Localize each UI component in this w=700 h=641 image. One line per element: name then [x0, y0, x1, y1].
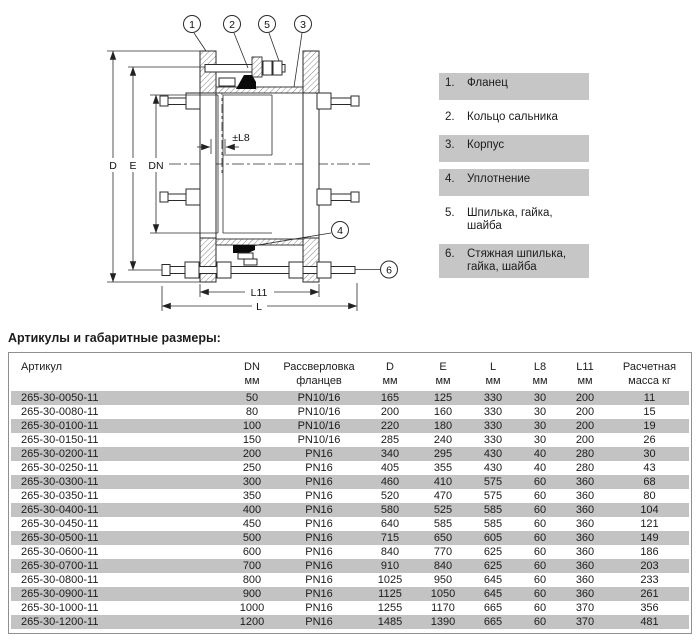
header-cell: мм — [485, 375, 501, 387]
studs — [160, 93, 359, 205]
table-cell: 575 — [483, 476, 503, 488]
table-cell: 60 — [533, 574, 547, 586]
table-title: Артикулы и габаритные размеры: — [8, 331, 221, 345]
table-cell: 30 — [533, 434, 547, 446]
header-cell: L11 — [576, 360, 594, 373]
article-cell: 265-30-0250-11 — [21, 462, 99, 474]
header-row — [11, 374, 689, 391]
legend-item-4 — [439, 169, 589, 196]
table-cell: 40 — [533, 462, 547, 474]
article-cell: 265-30-0700-11 — [21, 560, 99, 572]
article-cell: 265-30-1200-11 — [21, 616, 99, 628]
table-cell: 360 — [575, 518, 595, 530]
table-cell: 19 — [643, 420, 656, 432]
table-row — [11, 503, 689, 517]
table-cell: 30 — [533, 392, 547, 404]
table-cell: 645 — [483, 574, 503, 586]
table-cell: 1000 — [239, 602, 265, 614]
table-cell: 360 — [575, 560, 595, 572]
table-cell: 330 — [483, 392, 503, 404]
table-row — [11, 475, 689, 489]
table-cell: PN10/16 — [297, 420, 341, 432]
legend-item-number: 5. — [445, 207, 455, 219]
table-cell: 150 — [242, 434, 262, 446]
table-row — [11, 531, 689, 545]
table-cell: 360 — [575, 588, 595, 600]
table-cell: 180 — [433, 420, 453, 432]
table-cell: PN16 — [305, 588, 333, 600]
article-cell: 265-30-0500-11 — [21, 532, 99, 544]
table-cell: PN16 — [305, 574, 333, 586]
table-cell: 200 — [575, 420, 595, 432]
table-cell: 11 — [643, 392, 656, 404]
svg-text:5: 5 — [264, 19, 270, 31]
table-cell: 30 — [643, 448, 656, 460]
article-cell: 265-30-0150-11 — [21, 434, 99, 446]
table-cell: 26 — [643, 434, 656, 446]
table-cell: PN10/16 — [297, 434, 341, 446]
table-row — [11, 391, 689, 405]
legend-item-1 — [439, 73, 589, 100]
table-cell: 220 — [380, 420, 400, 432]
table-cell: 360 — [575, 546, 595, 558]
parts-legend — [439, 73, 589, 285]
table-cell: 1125 — [378, 588, 402, 600]
flange-right — [303, 51, 319, 282]
table-cell: 950 — [433, 574, 453, 586]
table-cell: 910 — [380, 560, 400, 572]
header-cell: Рассверловка — [283, 360, 355, 373]
table-cell: 200 — [575, 406, 595, 418]
table-row — [11, 559, 689, 573]
table-cell: 585 — [483, 504, 503, 516]
header-cell — [11, 374, 226, 391]
legend-item-number: 6. — [445, 248, 455, 260]
table-cell: 200 — [575, 434, 595, 446]
header-cell: мм — [435, 375, 451, 387]
header-cell: мм — [532, 375, 548, 387]
table-cell: 60 — [533, 532, 547, 544]
table-row — [11, 601, 689, 615]
dim-label-D: D — [109, 160, 117, 172]
header-cell: L8 — [533, 360, 547, 373]
table-cell: 295 — [433, 448, 453, 460]
table-cell: 60 — [533, 546, 547, 558]
table-cell: 625 — [483, 546, 503, 558]
tie-rod — [162, 262, 355, 278]
table-row — [11, 405, 689, 419]
table-cell: 203 — [640, 560, 659, 572]
legend-item-label: Фланец — [467, 77, 508, 89]
table-cell: 360 — [575, 574, 595, 586]
table-cell: PN16 — [305, 476, 333, 488]
table-cell: PN16 — [305, 560, 333, 572]
table-cell: 665 — [483, 616, 503, 628]
table-cell: 650 — [433, 532, 453, 544]
balloon-5 — [259, 16, 280, 62]
article-cell: 265-30-0450-11 — [21, 518, 99, 530]
legend-item-2 — [439, 107, 589, 128]
header-cell: мм — [382, 375, 398, 387]
table-cell: 330 — [483, 434, 503, 446]
svg-text:6: 6 — [386, 264, 392, 277]
table-cell: 60 — [533, 616, 547, 628]
table-row — [11, 433, 689, 447]
header-cell: мм — [244, 375, 260, 387]
table-cell: 400 — [242, 504, 262, 516]
table-cell: 30 — [533, 406, 547, 418]
legend-item-5 — [439, 203, 589, 237]
table-cell: 60 — [533, 560, 547, 572]
table-cell: 355 — [433, 462, 453, 474]
table-cell: 360 — [575, 490, 595, 502]
table-cell: PN16 — [305, 616, 333, 628]
table-cell: 800 — [242, 574, 262, 586]
svg-text:2: 2 — [229, 19, 235, 31]
article-cell: 265-30-0100-11 — [21, 420, 99, 432]
table-cell: 250 — [242, 462, 262, 474]
table-cell: 525 — [433, 504, 453, 516]
table-cell: 1170 — [431, 602, 455, 614]
table-cell: PN16 — [305, 490, 333, 502]
header-cell: масса кг — [628, 375, 671, 387]
table-cell: 1025 — [377, 574, 403, 586]
gland-stud-top — [205, 57, 285, 89]
table-cell: 470 — [433, 490, 453, 502]
balloon-6 — [355, 261, 398, 278]
legend-item-number: 4. — [445, 173, 455, 185]
flange-left — [200, 51, 216, 282]
table-cell: 30 — [533, 420, 547, 432]
table-cell: 520 — [380, 490, 400, 502]
dim-L11 — [200, 284, 319, 299]
table-cell: 840 — [433, 560, 453, 572]
table-cell: 40 — [533, 448, 547, 460]
table-row — [11, 447, 689, 461]
table-cell: PN16 — [305, 532, 333, 544]
table-cell: 100 — [242, 420, 262, 432]
table-cell: PN16 — [305, 448, 333, 460]
table-cell: 1200 — [239, 616, 265, 628]
table-cell: 121 — [640, 518, 659, 530]
table-cell: 285 — [380, 434, 400, 446]
table-cell: 645 — [483, 588, 503, 600]
table-cell: 350 — [242, 490, 262, 502]
article-cell: 265-30-0050-11 — [21, 392, 99, 404]
header-cell: Артикул — [21, 360, 63, 373]
article-cell: 265-30-0080-11 — [21, 406, 99, 418]
legend-item-label: Стяжная шпилька, гайка, шайба — [467, 248, 567, 273]
table-cell: 1050 — [430, 588, 456, 600]
table-cell: 430 — [483, 462, 503, 474]
table-cell: 340 — [380, 448, 400, 460]
table-row — [11, 461, 689, 475]
table-cell: 640 — [380, 518, 400, 530]
header-cell: фланцев — [296, 375, 342, 387]
table-cell: 580 — [380, 504, 400, 516]
table-cell: 60 — [533, 490, 547, 502]
table-cell: 280 — [575, 462, 595, 474]
table-cell: 80 — [643, 490, 656, 502]
legend-item-number: 3. — [445, 139, 455, 151]
table-cell: 60 — [533, 518, 547, 530]
article-cell: 265-30-1000-11 — [21, 602, 99, 614]
dim-label-L8: ±L8 — [232, 132, 250, 144]
header-cell: L — [489, 360, 497, 373]
header-row — [11, 353, 689, 374]
dimensions-table-wrap — [8, 352, 692, 634]
legend-item-number: 2. — [445, 111, 455, 123]
table-cell: 360 — [575, 532, 595, 544]
table-cell: 160 — [433, 406, 453, 418]
table-cell: 149 — [640, 532, 659, 544]
table-cell: 330 — [483, 420, 503, 432]
table-cell: 60 — [533, 504, 547, 516]
article-cell: 265-30-0200-11 — [21, 448, 99, 460]
svg-text:1: 1 — [189, 19, 195, 31]
table-cell: 200 — [575, 392, 595, 404]
header-cell: E — [439, 360, 447, 373]
table-row — [11, 573, 689, 587]
legend-item-label: Корпус — [467, 139, 505, 151]
table-cell: 60 — [533, 476, 547, 488]
table-cell: 356 — [640, 602, 659, 614]
balloon-2 — [224, 16, 249, 69]
table-cell: 585 — [433, 518, 453, 530]
table-cell: 481 — [640, 616, 659, 628]
dim-label-E: E — [129, 160, 137, 172]
table-cell: 600 — [242, 546, 262, 558]
table-row — [11, 545, 689, 559]
article-cell: 265-30-0900-11 — [21, 588, 99, 600]
article-cell: 265-30-0800-11 — [21, 574, 99, 586]
table-cell: PN16 — [305, 546, 333, 558]
legend-item-label: Уплотнение — [467, 173, 531, 185]
table-cell: 360 — [575, 476, 595, 488]
legend-item-label: Кольцо сальника — [467, 111, 558, 123]
table-cell: 200 — [380, 406, 400, 418]
table-cell: 460 — [380, 476, 400, 488]
table-cell: 80 — [245, 406, 259, 418]
legend-item-number: 1. — [445, 77, 455, 89]
table-cell: 405 — [380, 462, 400, 474]
table-row — [11, 419, 689, 433]
dimensions-table — [11, 353, 689, 629]
legend-item-6 — [439, 244, 589, 278]
table-cell: 585 — [483, 518, 503, 530]
header-cell: D — [386, 360, 394, 373]
table-cell: 360 — [575, 504, 595, 516]
table-cell: 300 — [242, 476, 262, 488]
svg-text:3: 3 — [300, 19, 306, 31]
dim-label-L: L — [256, 301, 262, 313]
article-cell: 265-30-0600-11 — [21, 546, 99, 558]
article-cell: 265-30-0300-11 — [21, 476, 99, 488]
table-cell: 370 — [575, 602, 595, 614]
table-row — [11, 615, 689, 629]
table-cell: PN16 — [305, 602, 333, 614]
table-row — [11, 517, 689, 531]
table-cell: 240 — [433, 434, 453, 446]
packing-seal-top — [236, 75, 256, 89]
table-cell: 625 — [483, 560, 503, 572]
table-row — [11, 489, 689, 503]
article-cell: 265-30-0350-11 — [21, 490, 99, 502]
table-cell: PN16 — [305, 462, 333, 474]
header-cell: мм — [577, 375, 593, 387]
table-cell: 410 — [433, 476, 453, 488]
table-cell: 715 — [380, 532, 400, 544]
gland-bottom — [233, 245, 257, 265]
header-cell: Расчетная — [622, 360, 677, 373]
table-cell: 605 — [483, 532, 503, 544]
table-cell: 770 — [433, 546, 453, 558]
table-cell: 370 — [575, 616, 595, 628]
table-cell: 165 — [380, 392, 400, 404]
legend-item-label: Шпилька, гайка, шайба — [467, 207, 553, 232]
article-cell: 265-30-0400-11 — [21, 504, 99, 516]
packing-seal-bottom — [233, 245, 255, 253]
table-cell: 330 — [483, 406, 503, 418]
table-cell: 104 — [640, 504, 659, 516]
table-cell: 900 — [242, 588, 262, 600]
header-cell: DN — [244, 360, 260, 373]
table-cell: 233 — [640, 574, 659, 586]
table-cell: 60 — [533, 602, 547, 614]
table-cell: 280 — [575, 448, 595, 460]
table-cell: 575 — [483, 490, 503, 502]
table-cell: 1390 — [430, 616, 456, 628]
table-cell: 68 — [643, 476, 656, 488]
table-cell: 15 — [643, 406, 656, 418]
table-cell: PN10/16 — [297, 406, 341, 418]
table-cell: 430 — [483, 448, 503, 460]
table-cell: 450 — [242, 518, 262, 530]
table-cell: 500 — [242, 532, 262, 544]
dim-label-DN: DN — [148, 160, 164, 172]
body-shell — [216, 87, 303, 245]
table-cell: 840 — [380, 546, 400, 558]
table-cell: 1255 — [377, 602, 403, 614]
table-cell: PN16 — [305, 504, 333, 516]
table-cell: 1485 — [377, 616, 403, 628]
table-cell: 60 — [533, 588, 547, 600]
table-cell: PN16 — [305, 518, 333, 530]
table-cell: 186 — [640, 546, 659, 558]
table-cell: 43 — [643, 462, 656, 474]
svg-text:4: 4 — [337, 225, 343, 237]
table-cell: 700 — [242, 560, 262, 572]
table-cell: 50 — [245, 392, 259, 404]
legend-item-3 — [439, 135, 589, 162]
table-cell: 200 — [242, 448, 262, 460]
balloon-1 — [184, 16, 207, 52]
table-cell: 665 — [483, 602, 503, 614]
table-row — [11, 587, 689, 601]
dim-label-L11: L11 — [250, 287, 268, 299]
table-cell: PN10/16 — [297, 392, 341, 404]
table-cell: 261 — [640, 588, 659, 600]
table-cell: 125 — [433, 392, 453, 404]
